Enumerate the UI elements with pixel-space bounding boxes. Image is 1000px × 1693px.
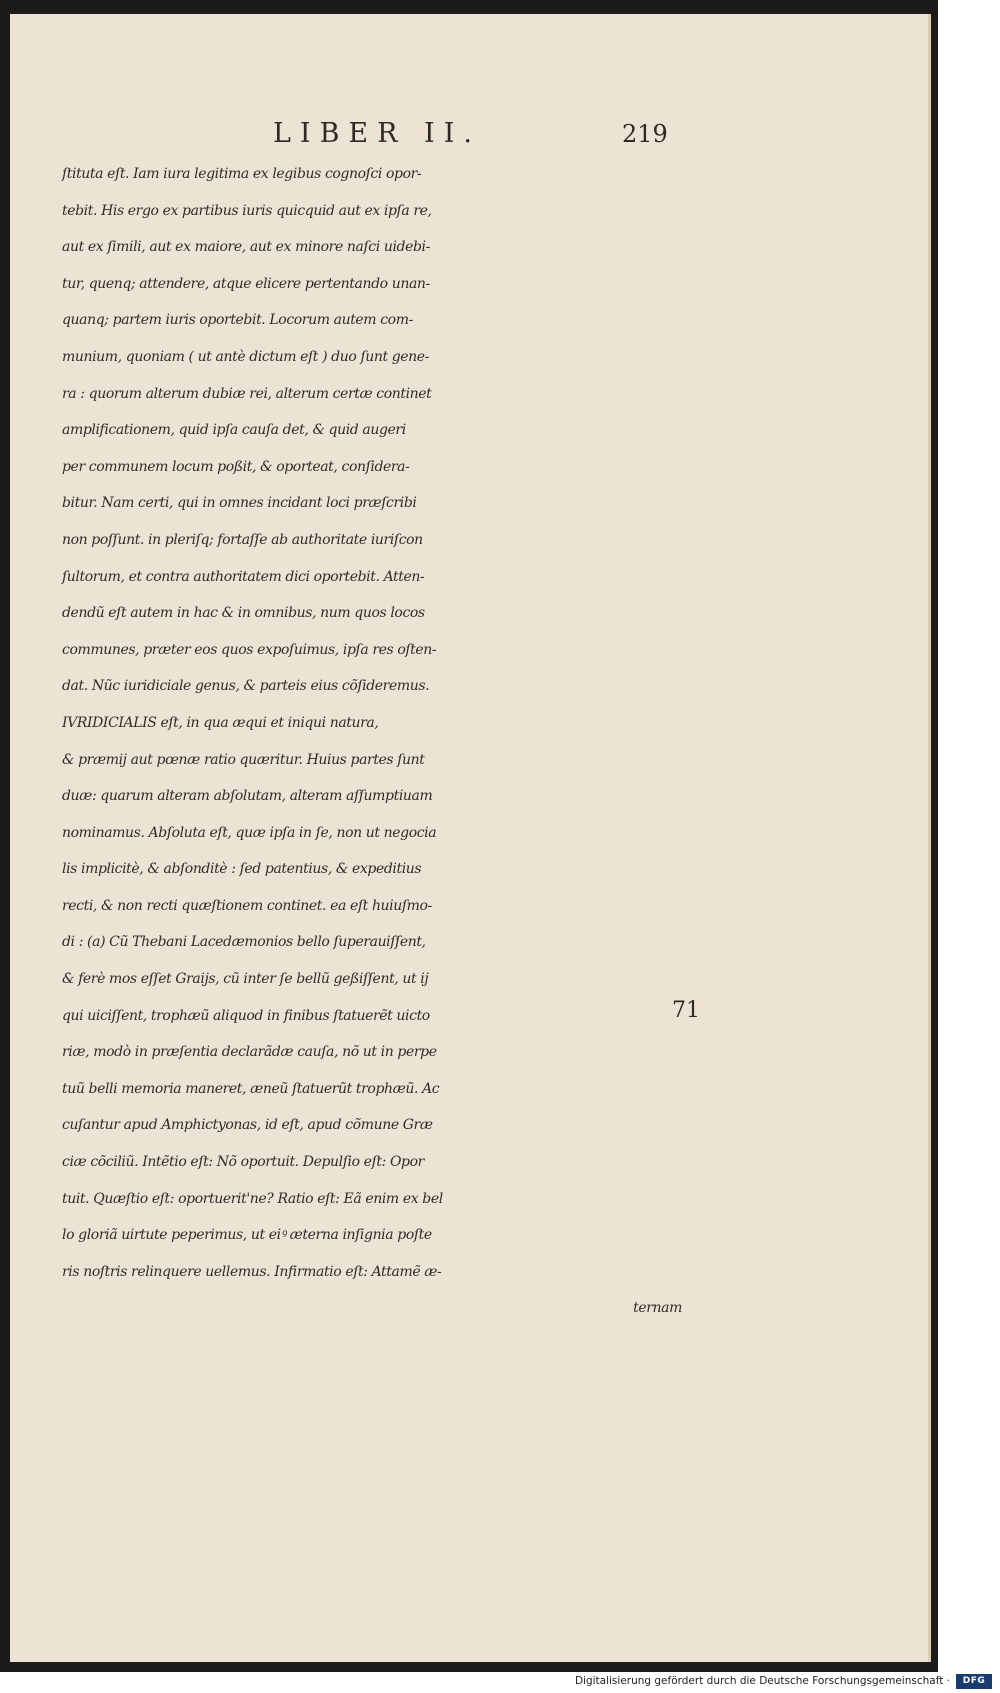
text-line: IVRIDICIALIS eſt, in qua æqui et iniqui natura,: [62, 714, 379, 731]
text-line: per communem locum poßit, & oporteat, conſidera-: [62, 458, 410, 475]
text-line: dat. Nũc iuridiciale genus, & parteis eius cõſideremus.: [62, 678, 430, 695]
page-header: [10, 118, 928, 158]
text-line: di : (a) Cũ Thebani Lacedæmonios bello ſuperauiſſent,: [62, 934, 426, 951]
text-line: riæ, modò in præſentia declarãdæ cauſa, nõ ut in perpe: [62, 1044, 437, 1061]
text-line: amplificationem, quid ipſa cauſa det, & quid augeri: [62, 422, 406, 439]
text-line: tebit. His ergo ex partibus iuris quicquid aut ex ipſa re,: [62, 202, 432, 219]
text-line: tuit. Quæſtio eſt: oportuerit'ne? Ratio eſt: Eã enim ex bel: [62, 1190, 443, 1207]
text-line: non poſſunt. in pleriſq; fortaſſe ab authoritate iuriſcon: [62, 531, 423, 548]
text-line: dendũ eſt autem in hac & in omnibus, num quos locos: [62, 605, 425, 622]
margin-note: 71: [672, 998, 700, 1023]
digitization-footer: [0, 1672, 1000, 1693]
text-line: & præmij aut pœnæ ratio quæritur. Huius partes ſunt: [62, 751, 425, 768]
dfg-logo: DFG: [956, 1674, 992, 1689]
text-line: aut ex ſimili, aut ex maiore, aut ex minore naſci uidebi-: [62, 239, 430, 256]
text-line: ra : quorum alterum dubiæ rei, alterum certæ continet: [62, 385, 432, 402]
running-head: LIBER II.: [273, 118, 481, 149]
book-page: [10, 14, 931, 1662]
text-line: ris noſtris relinquere uellemus. Infirmatio eſt: Attamẽ æ-: [62, 1263, 442, 1280]
text-line: bitur. Nam certi, qui in omnes incidant loci præſcribi: [62, 495, 417, 512]
text-line: qui uiciſſent, trophæũ aliquod in finibus ſtatuerẽt uicto: [62, 1007, 430, 1024]
text-line: quanq; partem iuris oportebit. Locorum autem com-: [62, 312, 413, 329]
text-line: tuũ belli memoria maneret, æneũ ſtatuerũt trophæũ. Ac: [62, 1080, 440, 1097]
text-line: ciæ cõciliũ. Intẽtio eſt: Nõ oportuit. Depulſio eſt: Opor: [62, 1154, 424, 1171]
text-line: tur, quenq; attendere, atque elicere pertentando unan-: [62, 275, 430, 292]
text-line: ternam: [633, 1300, 682, 1317]
text-line: duæ: quarum alteram abſolutam, alteram aſſumptiuam: [62, 788, 433, 805]
text-line: lis implicitè, & abſonditè : ſed patentius, & expeditius: [62, 861, 422, 878]
text-line: nominamus. Abſoluta eſt, quæ ipſa in ſe, non ut negocia: [62, 824, 437, 841]
funding-credit: Digitalisierung gefördert durch die Deutsche Forschungsgemeinschaft ·: [574, 1675, 950, 1687]
text-line: cuſantur apud Amphictyonas, id eſt, apud cõmune Græ: [62, 1117, 433, 1134]
text-line: lo gloriã uirtute peperimus, ut eiꝰ æterna inſignia poſte: [62, 1227, 432, 1244]
text-line: ſtituta eſt. Iam iura legitima ex legibus cognoſci opor-: [62, 166, 422, 182]
text-line: munium, quoniam ( ut antè dictum eſt ) duo ſunt gene-: [62, 348, 430, 365]
text-line: recti, & non recti quæſtionem continet. ea eſt huiuſmo-: [62, 897, 432, 914]
text-line: ſultorum, et contra authoritatem dici oportebit. Atten-: [62, 568, 425, 585]
text-line: communes, præter eos quos expoſuimus, ipſa res oſten-: [62, 641, 437, 658]
page-number: 219: [622, 120, 668, 148]
text-line: & ferè mos eſſet Graijs, cũ inter ſe bellũ geßiſſent, ut ij: [62, 971, 429, 988]
main-text-block: [62, 156, 682, 1327]
